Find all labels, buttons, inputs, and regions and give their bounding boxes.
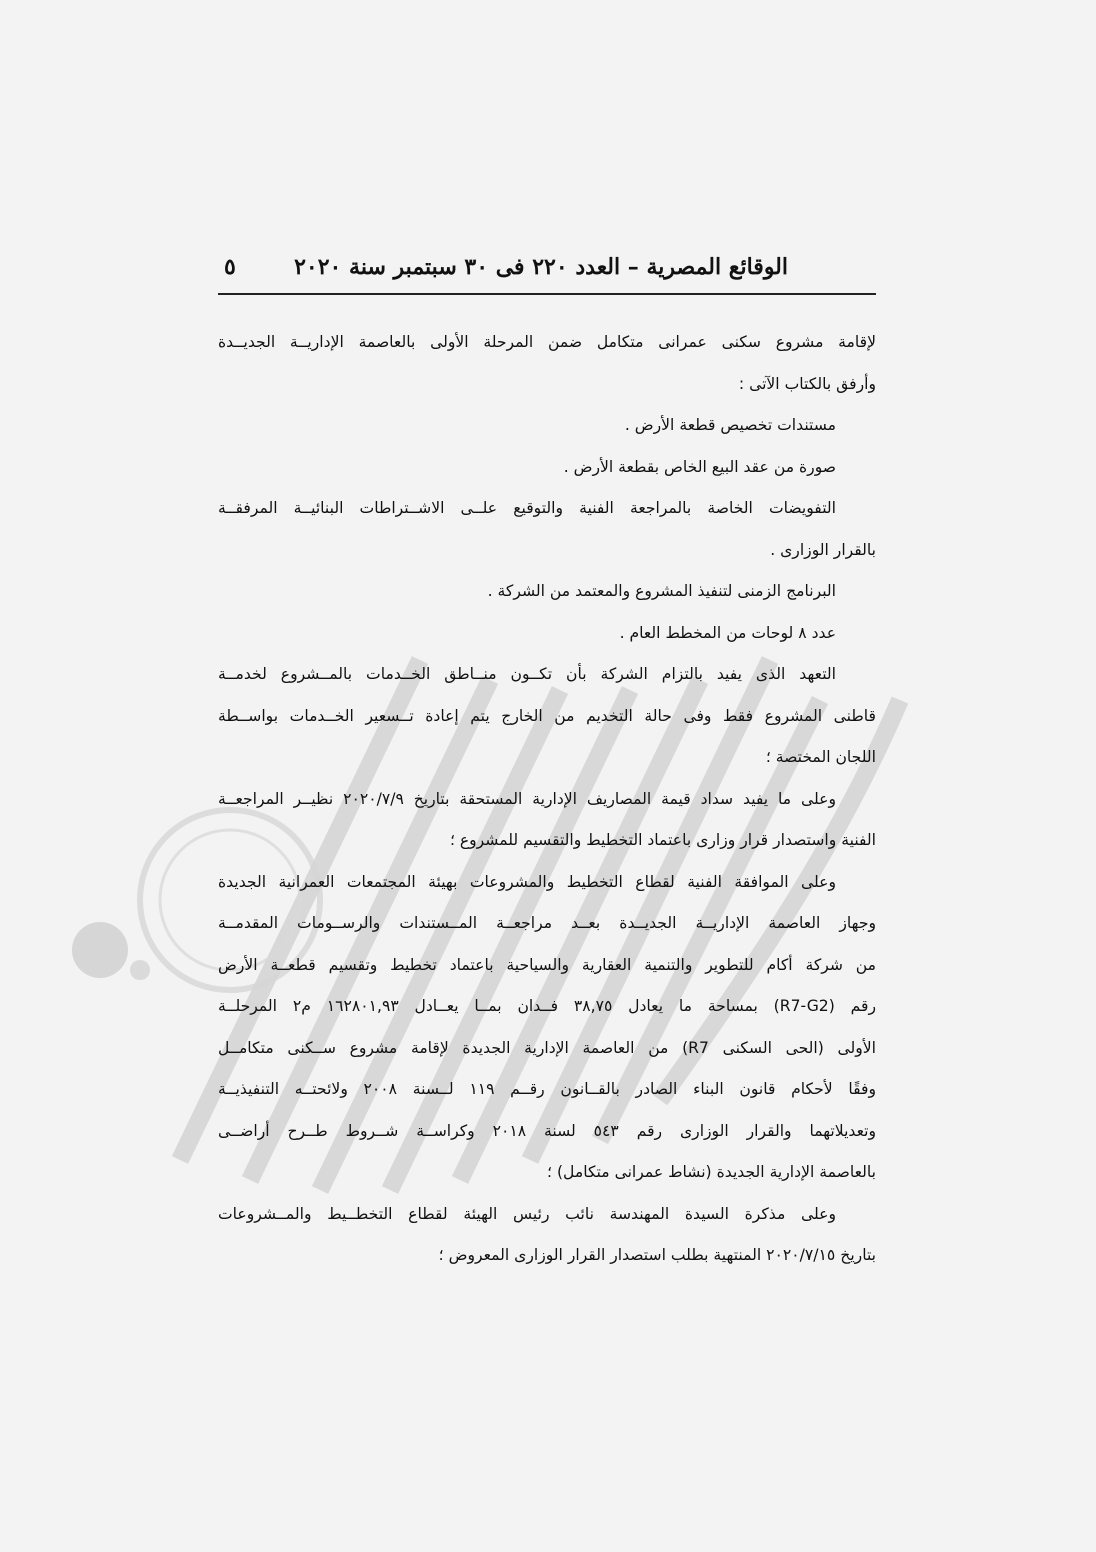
- publication-title: الوقائع المصرية – العدد ٢٢٠ فى ٣٠ سبتمبر سنة ٢٠٢٠: [294, 254, 788, 280]
- text-line: من شركة أكام للتطوير والتنمية العقارية والسياحية باعتماد تخطيط وتقسيم قطعــة الأرض: [218, 955, 876, 974]
- text-line: صورة من عقد البيع الخاص بقطعة الأرض .: [563, 457, 836, 476]
- text-line: التعهد الذى يفيد بالتزام الشركة بأن تكــون منــاطق الخــدمات بالمــشروع لخدمــة: [218, 665, 836, 683]
- text-line: عدد ٨ لوحات من المخطط العام .: [619, 623, 836, 642]
- document-body: [218, 322, 876, 1277]
- text-line: لإقامة مشروع سكنى عمرانى متكامل ضمن المرحلة الأولى بالعاصمة الإداريــة الجديــدة: [218, 333, 876, 351]
- text-line: الفنية واستصدار قرار وزارى باعتماد التخطيط والتقسيم للمشروع ؛: [449, 831, 876, 849]
- page-number: ٥: [224, 254, 236, 280]
- text-line: بالعاصمة الإدارية الجديدة (نشاط عمرانى متكامل) ؛: [547, 1163, 876, 1181]
- text-line: وفقًا لأحكام قانون البناء الصادر بالقــانون رقــم ١١٩ لــسنة ٢٠٠٨ ولائحتــه التنفيذيــة: [218, 1080, 876, 1098]
- text-line: التفويضات الخاصة بالمراجعة الفنية والتوقيع علــى الاشــتراطات البنائيــة المرفقــة: [218, 499, 836, 517]
- text-line: وأرفق بالكتاب الآتى :: [738, 374, 876, 393]
- text-line: بتاريخ ٢٠٢٠/٧/١٥ المنتهية بطلب استصدار القرار الوزارى المعروض ؛: [438, 1246, 876, 1264]
- text-line: وجهاز العاصمة الإداريــة الجديــدة بعــد مراجعــة المــستندات والرســومات المقدمــة: [218, 914, 876, 932]
- text-line: وعلى ما يفيد سداد قيمة المصاريف الإدارية المستحقة بتاريخ ٢٠٢٠/٧/٩ نظيــر المراجعــة: [218, 789, 836, 808]
- text-line: الأولى (الحى السكنى R7) من العاصمة الإدارية الجديدة لإقامة مشروع ســكنى متكامــل: [218, 1038, 876, 1057]
- text-line: البرنامج الزمنى لتنفيذ المشروع والمعتمد من الشركة .: [487, 582, 836, 600]
- text-line: وعلى الموافقة الفنية لقطاع التخطيط والمشروعات بهيئة المجتمعات العمرانية الجديدة: [218, 872, 836, 891]
- text-line: بالقرار الوزارى .: [770, 540, 876, 559]
- text-line: رقم (R7-G2) بمساحة ما يعادل ٣٨,٧٥ فــدان بمــا يعــادل ١٦٢٨٠١,٩٣ م٢ المرحلــة: [218, 997, 876, 1015]
- text-line: وتعديلاتهما والقرار الوزارى رقم ٥٤٣ لسنة ٢٠١٨ وكراســة شــروط طــرح أراضــى: [218, 1121, 876, 1140]
- text-line: قاطنى المشروع فقط وفى حالة التخديم من الخارج يتم إعادة تــسعير الخــدمات بواســطة: [218, 706, 876, 725]
- page-header: [218, 254, 876, 294]
- text-line: مستندات تخصيص قطعة الأرض .: [624, 416, 836, 434]
- text-line: وعلى مذكرة السيدة المهندسة نائب رئيس الهيئة لقطاع التخطــيط والمــشروعات: [218, 1204, 836, 1223]
- text-line: اللجان المختصة ؛: [765, 748, 876, 766]
- header-divider: [218, 293, 876, 295]
